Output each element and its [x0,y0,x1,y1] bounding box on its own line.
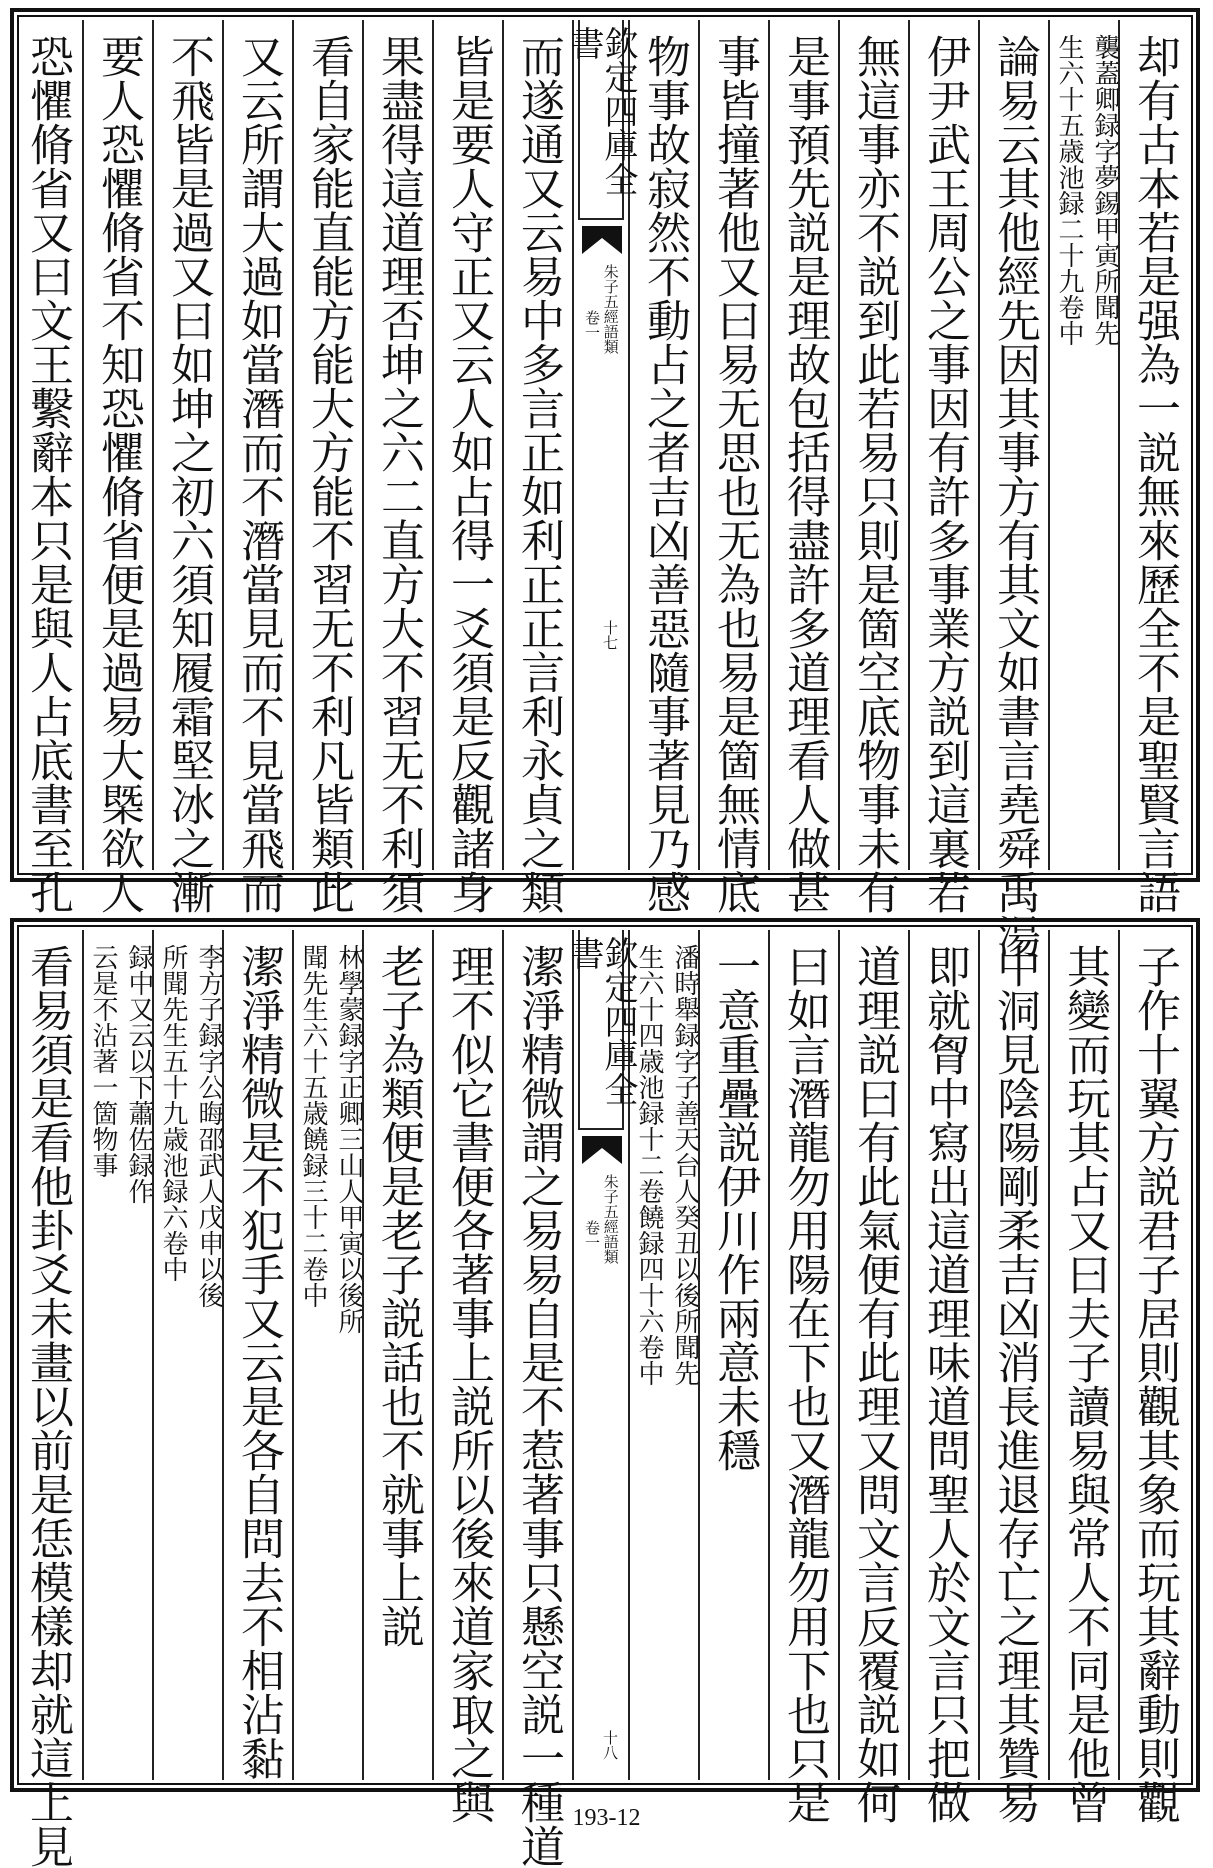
page-number: 193-12 [572,1805,641,1831]
fish-tail-mark-icon [582,226,622,254]
column-text: 不飛皆是過又曰如坤之初六須知履霜堅冰之漸 [163,34,214,914]
text-column [432,20,502,914]
text-column [908,930,978,1824]
annotation-column [82,930,152,1780]
juan-number: 卷一 [583,1220,601,1250]
text-column [698,20,768,914]
column-text: 理不似它書便各著事上説所以後來道家取之與 [443,944,494,1824]
annotation-column [292,930,362,1780]
text-column [502,20,572,914]
text-column [502,930,572,1868]
column-text: 子作十翼方説君子居則觀其象而玩其辭動則觀 [1129,944,1180,1824]
center-fold-column [564,930,638,1780]
annotation-line: 林學蒙録字正卿三山人甲寅以後所 [334,944,364,1334]
column-text: 恐懼脩省又曰文王繫辭本只是與人占底書至孔 [22,34,73,914]
annotation-line: 生六十四歳池録十二卷饒録四十六卷中 [634,944,664,1386]
column-text: 論易云其他經先因其事方有其文如書言堯舜禹湯 [989,34,1040,958]
text-column [362,20,432,914]
upper-page-columns [22,20,1188,958]
book-title: 朱子五經語類 [601,1174,620,1264]
folio-number: 十七 [601,620,619,650]
text-column [12,20,82,914]
upper-page [10,8,1200,958]
text-column [1118,20,1188,914]
text-column [908,20,978,914]
annotation-line: 襲蓋卿録字夢錫甲寅所聞先 [1090,34,1120,346]
annotation-column [628,930,698,1780]
column-text: 而遂通又云易中多言正如利正正言利永貞之類 [513,34,564,914]
text-column [222,930,292,1780]
book-title: 朱子五經語類 [601,264,620,354]
column-text: 伊尹武王周公之事因有許多事業方説到這裏若 [919,34,970,914]
column-text: 其變而玩其占又曰夫子讀易與常人不同是他曾 [1059,944,1110,1824]
column-text: 却有古本若是强為一説無來歷全不是聖賢言語 [1129,34,1180,914]
column-text: 是事預先説是理故包括得盡許多道理看人做甚 [779,34,830,914]
annotation-line: 潘時舉録字子善天台人癸丑以後所聞先 [670,944,700,1386]
annotation-line: 李方子録字公晦邵武人戊申以後 [194,944,224,1308]
annotation-line: 録中又云以下蕭佐録作 [124,944,154,1204]
center-fold-column [564,20,638,870]
fish-tail-mark-icon [582,1136,622,1164]
text-column [82,20,152,914]
annotation-line: 聞先生六十五歳饒録三十二卷中 [298,944,328,1308]
column-text: 看易須是看他卦爻未畫以前是恁模樣却就這上見 [22,944,73,1868]
column-text: 皆是要人守正又云人如占得一爻須是反觀諸身 [443,34,494,914]
text-column [698,930,768,1780]
text-column [768,930,838,1824]
annotation-column [152,930,222,1780]
text-column [152,20,222,914]
text-column [292,20,362,914]
text-column [838,20,908,914]
column-text: 又云所謂大過如當潛而不潛當見而不見當飛而 [233,34,284,914]
column-text: 即就胷中寫出這道理味道問聖人於文言只把做 [919,944,970,1824]
text-column [1048,930,1118,1824]
column-text: 潔淨精微是不犯手又云是各自問去不相沾黏 [233,944,284,1780]
column-text: 道理説曰有此氣便有此理又問文言反覆説如何 [849,944,900,1824]
text-column [628,20,698,914]
annotation-line: 生六十五歳池録二十九卷中 [1054,34,1084,346]
column-text: 潔淨精微謂之易易自是不惹著事只懸空説一種道 [513,944,564,1868]
text-column [362,930,432,1780]
text-column [978,20,1048,958]
column-text: 中洞見陰陽剛柔吉凶消長進退存亡之理其贊易 [989,944,1040,1824]
annotation-line: 云是不沾著一箇物事 [88,944,118,1178]
column-text: 老子為類便是老子説話也不就事上説 [373,944,424,1648]
text-column [432,930,502,1824]
collection-title: 欽定四庫全書 [578,930,624,1130]
column-text: 看自家能直能方能大方能不習无不利凡皆類此 [303,34,354,914]
text-column [768,20,838,914]
text-column [12,930,82,1868]
text-column [978,930,1048,1824]
annotation-line: 所聞先生五十九歳池録六卷中 [158,944,188,1282]
column-text: 要人恐懼脩省不知恐懼脩省便是過易大槩欲人 [93,34,144,914]
column-text: 一意重疊説伊川作兩意未穩 [709,944,760,1472]
column-text: 物事故寂然不動占之者吉凶善惡隨事著見乃感 [639,34,690,914]
juan-number: 卷一 [583,310,601,340]
column-text: 果盡得這道理否坤之六二直方大不習无不利須 [373,34,424,914]
text-column [222,20,292,914]
column-text: 事皆撞著他又曰易无思也无為也易是箇無情底 [709,34,760,914]
folio-number: 十八 [601,1730,619,1760]
annotation-column [1048,20,1118,870]
collection-title: 欽定四庫全書 [578,20,624,220]
column-text: 無這事亦不説到此若易只則是箇空底物事未有 [849,34,900,914]
text-column [838,930,908,1824]
text-column [1118,930,1188,1824]
column-text: 曰如言潛龍勿用陽在下也又潛龍勿用下也只是 [779,944,830,1824]
